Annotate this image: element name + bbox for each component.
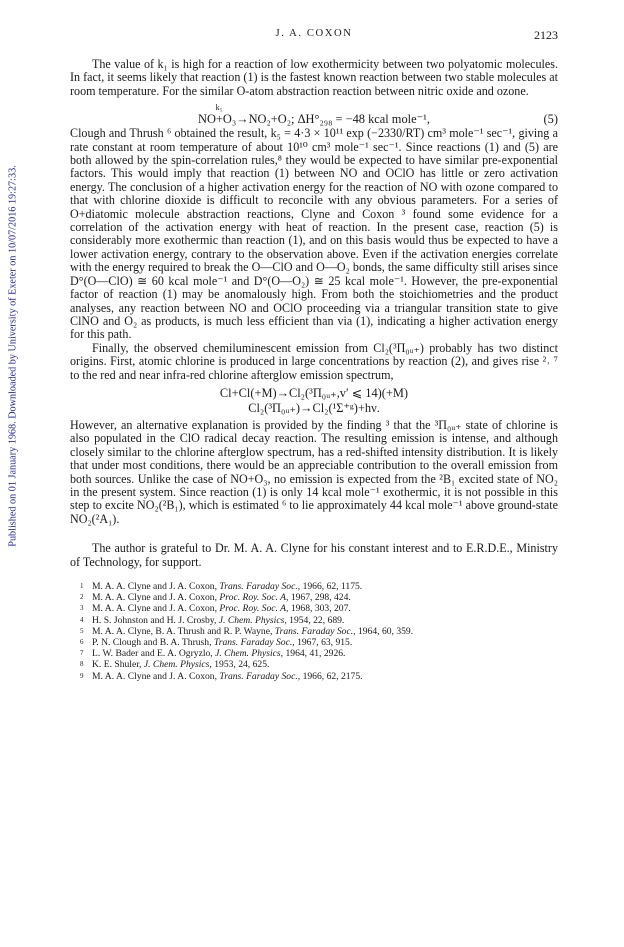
reference-journal: Trans. Faraday Soc., bbox=[213, 637, 295, 649]
reference-item bbox=[80, 637, 558, 648]
reference-number: 2 bbox=[80, 593, 84, 602]
equation-emission-text: Cl₂(³Π₀ᵤ₊)→Cl₂(¹Σ⁺ᵍ)+hν. bbox=[248, 400, 380, 415]
reference-journal: Trans. Faraday Soc., bbox=[219, 670, 301, 682]
reference-authors: M. A. A. Clyne and J. A. Coxon, bbox=[92, 581, 217, 592]
equation-5-number: (5) bbox=[543, 112, 558, 127]
equation-5-rate-label: k₅ bbox=[215, 103, 223, 113]
running-header-author: J. A. COXON bbox=[275, 28, 353, 39]
equation-emission bbox=[70, 401, 558, 416]
equation-5 bbox=[70, 112, 558, 127]
page-number: 2123 bbox=[534, 28, 558, 42]
reference-item bbox=[80, 648, 558, 659]
reference-number: 8 bbox=[80, 660, 84, 669]
reference-number: 5 bbox=[80, 626, 84, 635]
reference-authors: M. A. A. Clyne and J. A. Coxon, bbox=[92, 592, 217, 604]
reference-details: 1967, 63, 915. bbox=[297, 637, 353, 649]
paragraph-rate-constant: The value of k₁ is high for a reaction of low exothermicity between two polyatomic molecules. In fact, it seems likely that reaction (1) is the fastest known reaction between two stable molecules at room temperature. For the similar O-atom abstraction reaction between nitric oxide and ozone. bbox=[70, 57, 558, 98]
reference-details: 1966, 62, 2175. bbox=[302, 670, 363, 682]
reference-details: 1964, 41, 2926. bbox=[285, 648, 346, 660]
reference-details: 1968, 303, 207. bbox=[290, 603, 351, 615]
reference-journal: J. Chem. Physics, bbox=[143, 659, 212, 671]
equation-recombination-text: Cl+Cl(+M)→Cl₂(³Π₀ᵤ₊,v′ ⩽ 14)(+M) bbox=[219, 385, 409, 400]
reference-number: 4 bbox=[80, 615, 84, 624]
reference-journal: J. Chem. Physics, bbox=[215, 648, 284, 660]
reference-details: 1967, 298, 424. bbox=[290, 592, 351, 604]
reference-authors: K. E. Shuler, bbox=[92, 659, 142, 671]
running-header bbox=[70, 28, 558, 44]
reference-item bbox=[80, 603, 558, 614]
reference-authors: L. W. Bader and E. A. Ogryzlo, bbox=[92, 648, 213, 660]
reference-details: 1966, 62, 1175. bbox=[302, 581, 363, 592]
paragraph-chemiluminescence: Finally, the observed chemiluminescent emission from Cl₂(³Π₀ᵤ₊) probably has two distinct origins. First, atomic chlorine is produced in large concentrations by reaction (2), and gives rise ²˒ ⁷ to the red and near infra-red chlorine afterglow emission spectrum, bbox=[70, 340, 558, 382]
reference-journal: Proc. Roy. Soc. A, bbox=[219, 603, 289, 615]
equation-recombination bbox=[70, 386, 558, 401]
reference-authors: M. A. A. Clyne and J. A. Coxon, bbox=[92, 670, 217, 682]
download-watermark-text: Published on 01 January 1968. Downloaded by University of Exeter on 10/07/2016 19:27:33. bbox=[7, 165, 19, 547]
reference-item bbox=[80, 592, 558, 603]
reference-item bbox=[80, 581, 558, 592]
reference-details: 1964, 60, 359. bbox=[357, 625, 414, 637]
equation-5-text: NO+O₃→NO₂+O₂; ΔH°₂₉₈ = −48 kcal mole⁻¹, bbox=[198, 112, 430, 127]
reference-authors: H. S. Johnston and H. J. Crosby, bbox=[92, 614, 217, 626]
reference-item bbox=[80, 615, 558, 626]
reference-item bbox=[80, 671, 558, 682]
download-watermark bbox=[6, 96, 20, 616]
reference-authors: M. A. A. Clyne, B. A. Thrush and R. P. Wayne, bbox=[92, 625, 273, 637]
reference-number: 3 bbox=[80, 604, 84, 613]
reference-journal: Proc. Roy. Soc. A, bbox=[219, 592, 289, 604]
paragraph-alternative-explanation: However, an alternative explanation is provided by the finding ³ that the ³Π₀ᵤ₊ state of chlorine is also populated in the ClO radical decay reaction. The resulting emission is intense, and although closely similar to the chlorine afterglow spectrum, has a red-shifted intensity distribution. It is likely that under most conditions, there would be an appreciable contribution to the overall emission from both sources. Unlike the case of NO+O₃, no emission is expected from the ²B₁ excited state of NO₂ in the present system. Since reaction (1) is only 14 kcal mole⁻¹ exothermic, it is not possible in this step to excite NO₂(²B₁), which is estimated ⁶ to lie approximately 44 kcal mole⁻¹ above ground-state NO₂(²A₁). bbox=[70, 417, 558, 526]
reference-authors: M. A. A. Clyne and J. A. Coxon, bbox=[92, 603, 217, 615]
reference-journal: J. Chem. Physics, bbox=[218, 614, 287, 626]
article-body bbox=[70, 58, 558, 682]
reference-item bbox=[80, 626, 558, 637]
reference-journal: Trans. Faraday Soc., bbox=[274, 625, 356, 637]
reference-item bbox=[80, 659, 558, 670]
reference-number: 1 bbox=[80, 582, 84, 590]
reference-details: 1954, 22, 689. bbox=[289, 614, 345, 626]
acknowledgement: The author is grateful to Dr. M. A. A. Clyne for his constant interest and to E.R.D.E., Ministry of Technology, for support. bbox=[70, 541, 558, 569]
paragraph-clough-thrush: Clough and Thrush ⁶ obtained the result, k₅ = 4·3 × 10¹¹ exp (−2330/RT) cm³ mole⁻¹ sec⁻¹, giving a rate constant at room temperature of about 10¹⁰ cm³ mole⁻¹ sec⁻¹. Since reactions (1) and (5) are both allowed by the spin-correlation rules,⁸ they would be expected to have similar pre-exponential factors. This would imply that reaction (1) between NO and OClO has little or zero activation energy. The conclusion of a higher activation energy for the reaction of NO with ozone compared to that with chlorine dioxide is difficult to reconcile with any obvious parameters. For a series of O+diatomic molecule abstraction reactions, Clyne and Coxon ³ found some evidence for a correlation of the activation energy with heat of reaction. In the present case, reaction (5) is considerably more exothermic than reaction (1), and on this basis would thus be expected to have a lower activation energy, contrary to the observation above. Even if the activation energies correlate with the energy required to break the O—ClO and O—O₂ bonds, the same difficulty still arises since D°(O—ClO) ≅ 60 kcal mole⁻¹ and D°(O—O₂) ≅ 25 kcal mole⁻¹. However, the pre-exponential factor of reaction (1) may be anomalously high. From both the stoichiometries and the product analyses, any reaction between NO and OClO proceeding via a triangular transition state to give ClNO and O₂ as products, is much less efficient than via (1), indicating a higher activation energy for this path. bbox=[70, 126, 558, 342]
reference-number: 9 bbox=[80, 671, 84, 680]
reference-journal: Trans. Faraday Soc., bbox=[219, 581, 301, 592]
reference-list bbox=[70, 581, 558, 682]
reference-details: 1953, 24, 625. bbox=[214, 659, 270, 671]
reference-number: 7 bbox=[80, 649, 84, 658]
reference-number: 6 bbox=[80, 638, 84, 647]
reference-authors: P. N. Clough and B. A. Thrush, bbox=[92, 637, 212, 649]
